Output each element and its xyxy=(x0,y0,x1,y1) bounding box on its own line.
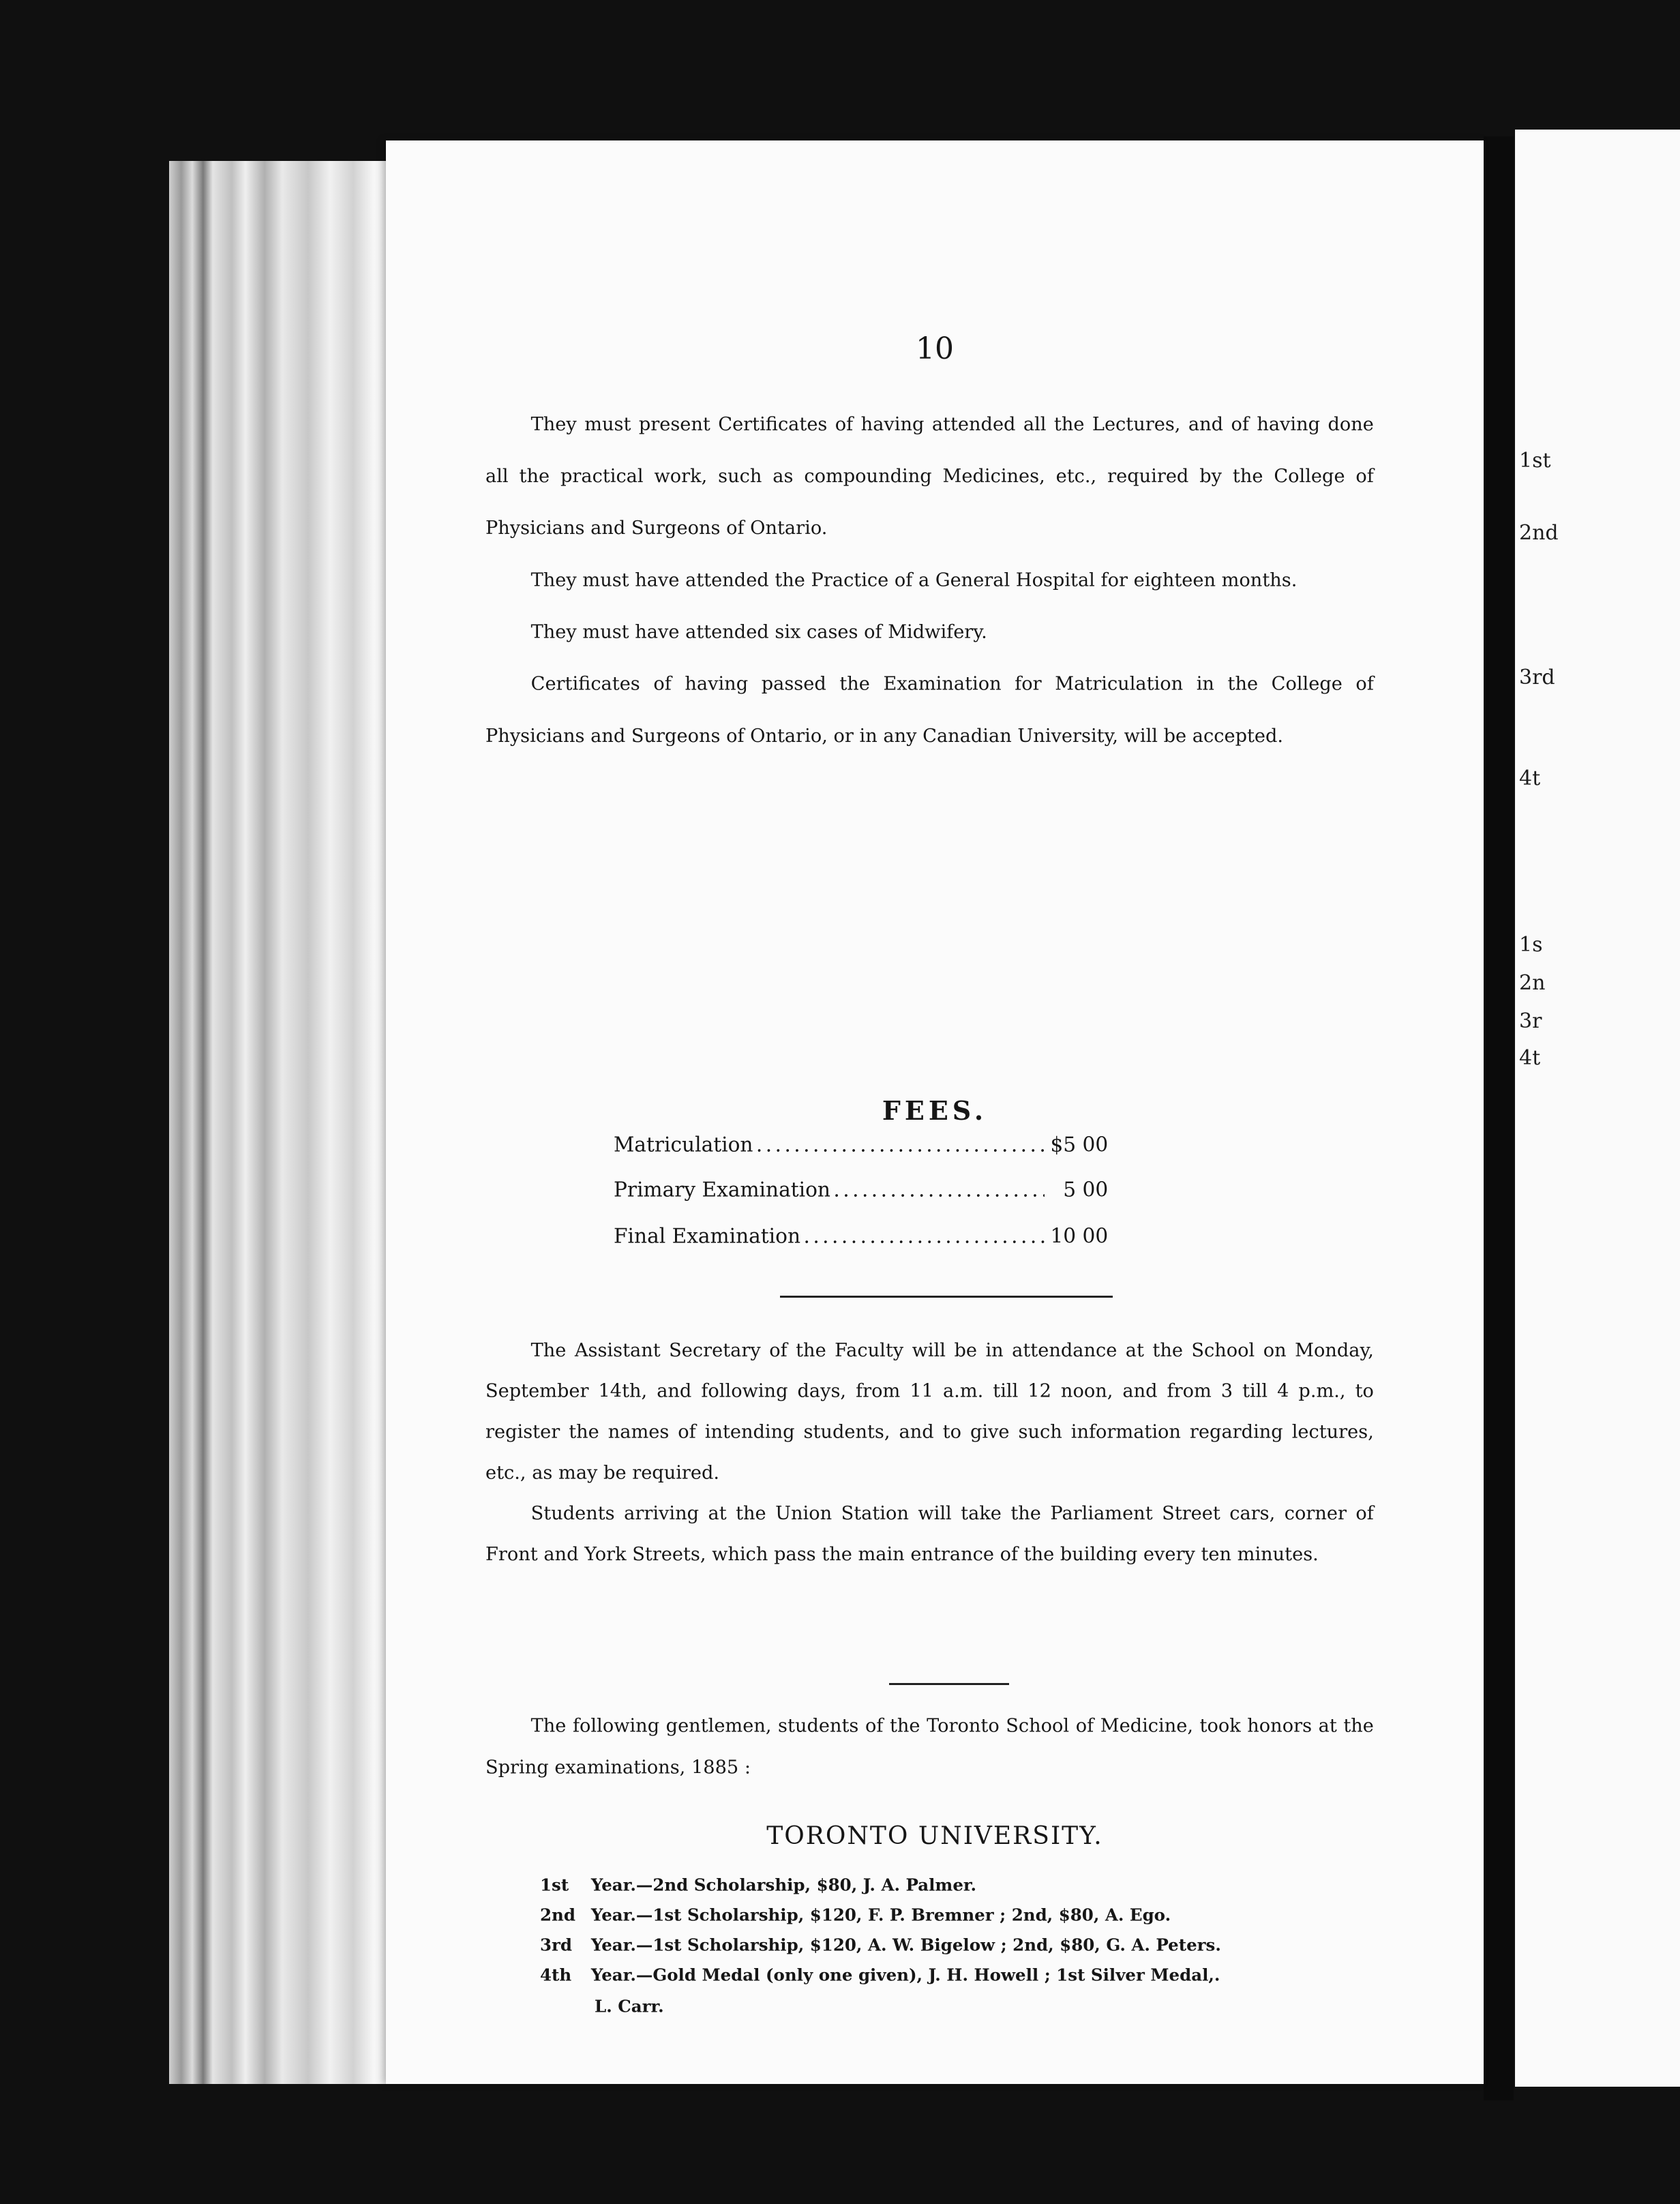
fee-amount: $5 00 xyxy=(1050,1133,1109,1157)
honor-continuation: L. Carr. xyxy=(595,1997,664,2016)
facing-page-fragment: 2n xyxy=(1519,971,1546,995)
fee-label: Final Examination xyxy=(614,1225,801,1249)
facing-page-fragment: 4t xyxy=(1519,766,1541,790)
dot-leader xyxy=(833,1178,1045,1202)
fee-row xyxy=(614,1178,1108,1208)
honor-year: 4th xyxy=(540,1965,572,1985)
fee-label: Primary Examination xyxy=(614,1178,830,1202)
paragraph: They must present Certificates of having attended all the Lectures, and of having done all the practical work, such as compounding Medicines, etc., required by the College of Physicians and Surgeons of Ontario. xyxy=(485,413,1374,539)
requirements-text xyxy=(485,398,1374,762)
honor-text: Year.—1st Scholarship, $120, A. W. Bigelow ; 2nd, $80, G. A. Peters. xyxy=(590,1935,1221,1955)
facing-page-fragment: 2nd xyxy=(1519,521,1559,545)
fees-heading: FEES. xyxy=(882,1095,988,1126)
facing-page-fragment: 1st xyxy=(1519,449,1551,473)
page-number: 10 xyxy=(916,331,954,366)
paragraph: They must have attended six cases of Midwifery. xyxy=(530,621,987,643)
fee-label: Matriculation xyxy=(614,1133,753,1157)
paragraph: Certificates of having passed the Examination for Matriculation in the College of Physicians and Surgeons of Ontario, or in any Canadian University, will be accepted. xyxy=(485,673,1374,747)
university-title: TORONTO UNIVERSITY. xyxy=(766,1822,1103,1850)
honor-year: 3rd xyxy=(540,1935,573,1955)
honor-text: Year.—2nd Scholarship, $80, J. A. Palmer. xyxy=(590,1875,977,1895)
honor-entry xyxy=(540,1875,1261,1895)
paragraph: They must have attended the Practice of a General Hospital for eighteen months. xyxy=(530,569,1298,591)
paragraph: Students arriving at the Union Station will take the Parliament Street cars, corner of Front and York Streets, which pass the main entrance of the building every ten minutes. xyxy=(485,1502,1374,1565)
honor-entry xyxy=(540,1905,1261,1925)
honor-entry xyxy=(540,1965,1261,1985)
facing-page-fragment: 4t xyxy=(1519,1046,1541,1070)
honors-intro-text xyxy=(485,1705,1374,1788)
divider-rule xyxy=(780,1296,1113,1298)
divider-rule-short xyxy=(889,1683,1009,1685)
honor-entry xyxy=(540,1935,1261,1955)
honor-year: 2nd xyxy=(540,1905,575,1925)
document-page xyxy=(386,140,1484,2084)
honor-year: 1st xyxy=(540,1875,569,1895)
honor-text: Year.—Gold Medal (only one given), J. H. Howell ; 1st Silver Medal,. xyxy=(590,1965,1220,1985)
attendance-text xyxy=(485,1330,1374,1575)
facing-page-fragment: 3r xyxy=(1519,1009,1542,1033)
paragraph: The Assistant Secretary of the Faculty will be in attendance at the School on Monday, September 14th, and following days, from 11 a.m. till 12 noon, and from 3 till 4 p.m., to register the names of intending students, and to give such information regarding lectures, etc., as may be required. xyxy=(485,1339,1374,1484)
fee-amount: 10 00 xyxy=(1050,1225,1109,1249)
book-gutter xyxy=(1484,136,1514,2100)
dot-leader xyxy=(803,1225,1044,1248)
facing-page xyxy=(1515,130,1680,2087)
book-page-edges xyxy=(169,161,390,2084)
facing-page-fragment: 3rd xyxy=(1519,666,1555,689)
honor-text: Year.—1st Scholarship, $120, F. P. Bremner ; 2nd, $80, A. Ego. xyxy=(590,1905,1171,1925)
fee-row xyxy=(614,1225,1108,1255)
paragraph: The following gentlemen, students of the Toronto School of Medicine, took honors at the Spring examinations, 1885 : xyxy=(485,1714,1374,1778)
dot-leader xyxy=(756,1133,1045,1157)
fee-row xyxy=(614,1133,1108,1163)
facing-page-fragment: 1s xyxy=(1519,933,1543,957)
fee-amount: 5 00 xyxy=(1063,1178,1109,1202)
